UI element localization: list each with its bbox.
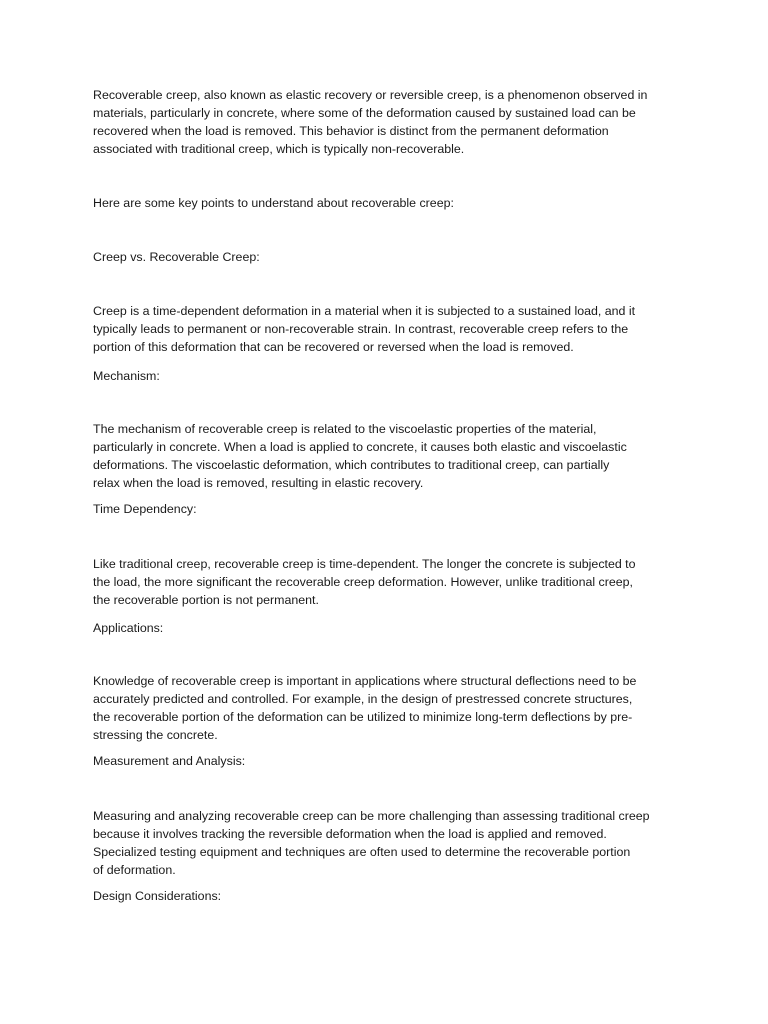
section-heading-applications: Applications: — [93, 621, 164, 635]
text-line: Like traditional creep, recoverable creep is time-dependent. The longer the concrete is subjected to — [93, 557, 636, 571]
text-line: associated with traditional creep, which is typically non-recoverable. — [93, 142, 465, 156]
key-points-intro: Here are some key points to understand about recoverable creep: — [93, 196, 454, 210]
section-body-applications — [93, 672, 683, 744]
text-line: Measuring and analyzing recoverable creep can be more challenging than assessing traditional creep — [93, 809, 650, 823]
section-heading-measurement: Measurement and Analysis: — [93, 754, 246, 768]
text-line: particularly in concrete. When a load is applied to concrete, it causes both elastic and viscoelastic — [93, 440, 627, 454]
section-heading-mechanism: Mechanism: — [93, 369, 160, 383]
text-line: recovered when the load is removed. This behavior is distinct from the permanent deformation — [93, 124, 609, 138]
text-line: of deformation. — [93, 863, 176, 877]
text-line: the recoverable portion is not permanent. — [93, 593, 319, 607]
text-line: The mechanism of recoverable creep is related to the viscoelastic properties of the material, — [93, 422, 597, 436]
text-line: relax when the load is removed, resulting in elastic recovery. — [93, 476, 424, 490]
section-body-creep-vs-recoverable — [93, 302, 683, 356]
text-line: Recoverable creep, also known as elastic recovery or reversible creep, is a phenomenon observed in — [93, 88, 648, 102]
section-body-mechanism — [93, 420, 683, 492]
section-body-time-dependency — [93, 555, 683, 609]
text-line: the load, the more significant the recoverable creep deformation. However, unlike traditional creep, — [93, 575, 633, 589]
text-line: portion of this deformation that can be recovered or reversed when the load is removed. — [93, 340, 574, 354]
text-line: because it involves tracking the reversible deformation when the load is applied and removed. — [93, 827, 607, 841]
section-body-measurement — [93, 807, 683, 879]
text-line: accurately predicted and controlled. For example, in the design of prestressed concrete structures, — [93, 692, 633, 706]
section-heading-creep-vs-recoverable: Creep vs. Recoverable Creep: — [93, 250, 260, 264]
text-line: the recoverable portion of the deformation can be utilized to minimize long-term deflections by pre- — [93, 710, 633, 724]
text-line: Knowledge of recoverable creep is important in applications where structural deflections need to be — [93, 674, 637, 688]
text-line: stressing the concrete. — [93, 728, 218, 742]
text-line: deformations. The viscoelastic deformation, which contributes to traditional creep, can partially — [93, 458, 610, 472]
text-line: typically leads to permanent or non-recoverable strain. In contrast, recoverable creep refers to the — [93, 322, 629, 336]
intro-paragraph — [93, 86, 683, 158]
text-line: Specialized testing equipment and techniques are often used to determine the recoverable portion — [93, 845, 631, 859]
text-line: Creep is a time-dependent deformation in a material when it is subjected to a sustained load, and it — [93, 304, 636, 318]
section-heading-design-considerations: Design Considerations: — [93, 889, 222, 903]
section-heading-time-dependency: Time Dependency: — [93, 502, 197, 516]
text-line: materials, particularly in concrete, where some of the deformation caused by sustained load can be — [93, 106, 636, 120]
